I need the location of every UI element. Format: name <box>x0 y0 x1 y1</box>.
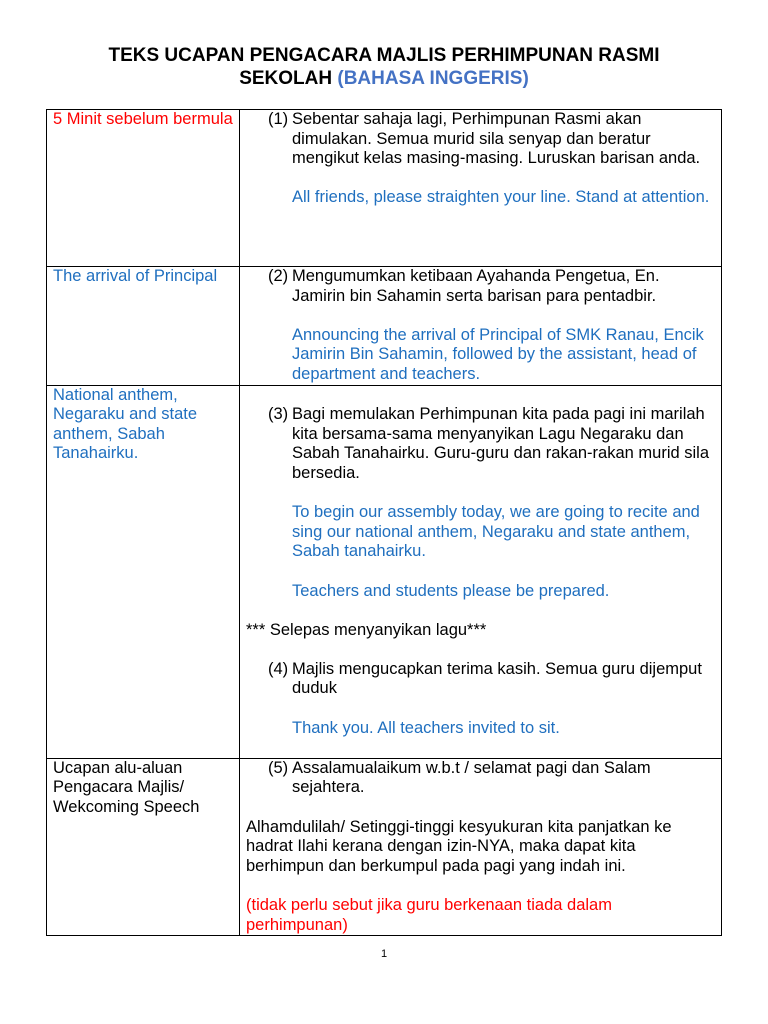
title-language-label: (BAHASA INGGERIS) <box>337 68 529 89</box>
red-note: (tidak perlu sebut jika guru berkenaan tiada dalam perhimpunan) <box>246 896 612 934</box>
item-number: (1) <box>268 110 289 128</box>
row-label: The arrival of Principal <box>47 267 240 386</box>
title-line-2 <box>0 67 768 90</box>
item-number: (2) <box>268 267 289 285</box>
table-row <box>47 385 722 758</box>
row-label: National anthem, Negaraku and state anthem, Sabah Tanahairku. <box>47 385 240 758</box>
item-text: Assalamualaikum w.b.t / selamat pagi dan Salam sejahtera. <box>292 758 651 797</box>
item-translation: Announcing the arrival of Principal of SMK Ranau, Encik Jamirin Bin Sahamin, followed by the assistant, head of department and teachers. <box>292 325 704 383</box>
row-content <box>240 110 722 267</box>
item-text: Mengumumkan ketibaan Ayahanda Pengetua, En. Jamirin bin Sahamin serta barisan para pentadbir. <box>292 267 660 305</box>
row-label: Ucapan alu-aluan Pengacara Majlis/ Wekcoming Speech <box>47 758 240 935</box>
item-number: (4) <box>268 659 289 678</box>
title-line-2-prefix: SEKOLAH <box>239 68 338 89</box>
item-translation-3: Thank you. All teachers invited to sit. <box>292 718 560 737</box>
page-number: 1 <box>380 948 388 960</box>
row-content <box>240 267 722 386</box>
item-translation: To begin our assembly today, we are going to recite and sing our national anthem, Negaraku and state anthem, Sabah tanahairku. <box>292 503 700 561</box>
item-number: (5) <box>268 758 289 777</box>
document-title <box>0 44 768 90</box>
item-text: Bagi memulakan Perhimpunan kita pada pagi ini marilah kita bersama-sama menyanyikan Lagu Negaraku dan Sabah Tanahairku. Guru-guru dan rakan-rakan murid sila bersedia. <box>292 405 710 482</box>
numbered-item <box>246 405 715 483</box>
numbered-item <box>246 267 715 306</box>
row-content <box>240 385 722 758</box>
table-row <box>47 110 722 267</box>
item-text: Sebentar sahaja lagi, Perhimpunan Rasmi akan dimulakan. Semua murid sila senyap dan beratur mengikut kelas masing-masing. Luruskan barisan anda. <box>292 110 701 168</box>
paragraph: Alhamdulilah/ Setinggi-tinggi kesyukuran kita panjatkan ke hadrat Ilahi kerana dengan izin-NYA, maka dapat kita berhimpun dan berkumpul pada pagi yang indah ini. <box>246 817 672 875</box>
numbered-item <box>246 660 715 699</box>
numbered-item <box>246 759 715 798</box>
table-row <box>47 758 722 935</box>
item-number: (3) <box>268 405 289 424</box>
item-translation-2: Teachers and students please be prepared. <box>292 581 610 600</box>
row-label: 5 Minit sebelum bermula <box>47 110 240 267</box>
stage-note: *** Selepas menyanyikan lagu*** <box>246 620 487 639</box>
item-translation: All friends, please straighten your line. Stand at attention. <box>292 188 710 207</box>
table-row <box>47 267 722 386</box>
speech-table <box>46 109 722 936</box>
item-text: Majlis mengucapkan terima kasih. Semua guru dijemput duduk <box>292 659 702 698</box>
numbered-item <box>246 110 715 169</box>
title-line-1: TEKS UCAPAN PENGACARA MAJLIS PERHIMPUNAN RASMI <box>108 45 660 66</box>
row-content <box>240 758 722 935</box>
